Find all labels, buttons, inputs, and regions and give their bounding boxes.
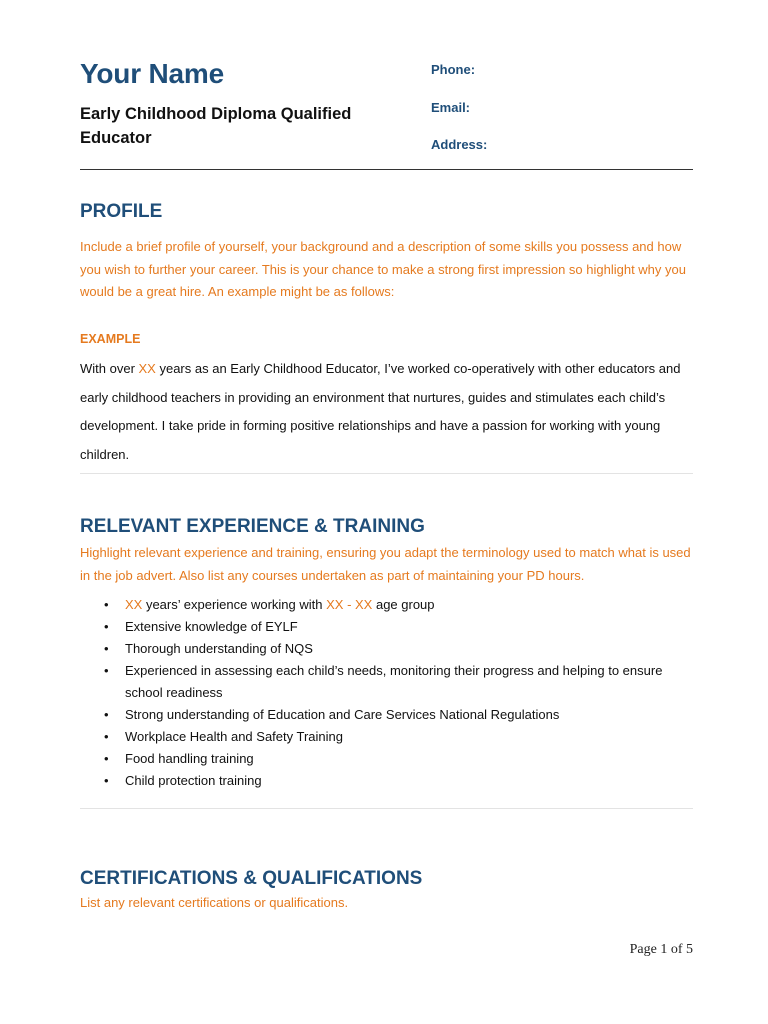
list-item	[80, 660, 695, 704]
profile-divider	[80, 473, 693, 474]
item-text: Child protection training	[125, 773, 262, 788]
example-prefix: With over	[80, 361, 139, 376]
experience-divider	[80, 808, 693, 809]
example-label: EXAMPLE	[80, 332, 141, 346]
phone-label: Phone:	[431, 62, 476, 77]
item-text: Strong understanding of Education and Care Services National Regulations	[125, 707, 560, 722]
list-item	[80, 748, 695, 770]
page-number: Page 1 of 5	[629, 942, 693, 957]
item-text: Extensive knowledge of EYLF	[125, 619, 298, 634]
experience-guide-text: Highlight relevant experience and training, ensuring you adapt the terminology used to match what is used in the job advert. Also list any courses undertaken as part of maintaining your PD hours.	[80, 545, 691, 583]
item-text: Experienced in assessing each child’s needs, monitoring their progress and helping to ensure school readiness	[125, 663, 663, 700]
list-item	[80, 704, 695, 726]
bullet-icon: •	[104, 597, 109, 612]
bullet-icon: •	[104, 751, 109, 766]
list-item	[80, 594, 695, 616]
profile-example-text	[80, 355, 695, 469]
years-placeholder: XX	[138, 361, 156, 376]
certifications-guide-text: List any relevant certifications or qualifications.	[80, 895, 349, 910]
bullet-icon: •	[104, 663, 109, 678]
list-item	[80, 770, 695, 792]
bullet-icon: •	[104, 619, 109, 634]
contact-block	[431, 62, 691, 175]
placeholder-text: XX	[125, 597, 143, 612]
item-text: Thorough understanding of NQS	[125, 641, 313, 656]
bullet-icon: •	[104, 641, 109, 656]
bullet-icon: •	[104, 729, 109, 744]
profile-heading: PROFILE	[80, 201, 163, 222]
email-label: Email:	[431, 99, 471, 115]
example-suffix: years as an Early Childhood Educator, I’ve worked co-operatively with other educators and early childhood teachers in providing an environment that nurtures, guides and stimulates each child’s development. I take pride in forming positive relationships and have a passion for working with young children.	[80, 361, 681, 462]
bullet-icon: •	[104, 773, 109, 788]
experience-list	[80, 594, 695, 792]
header-divider	[80, 169, 693, 170]
profile-guide-text: Include a brief profile of yourself, your background and a description of some skills you possess and how you wish to further your career. This is your chance to make a strong first impression so highlight why you would be a great hire. An example might be as follows:	[80, 239, 686, 299]
placeholder-text: XX - XX	[326, 597, 373, 612]
list-item	[80, 638, 695, 660]
address-label: Address:	[431, 137, 488, 152]
list-item	[80, 726, 695, 748]
item-text: Food handling training	[125, 751, 254, 766]
item-text: age group	[372, 597, 435, 612]
item-text: Workplace Health and Safety Training	[125, 729, 343, 744]
job-title: Early Childhood Diploma Qualified Educator	[80, 105, 352, 147]
item-text: years’ experience working with	[142, 597, 327, 612]
experience-heading: RELEVANT EXPERIENCE & TRAINING	[80, 516, 425, 537]
candidate-name: Your Name	[80, 58, 224, 89]
certifications-heading: CERTIFICATIONS & QUALIFICATIONS	[80, 868, 423, 889]
bullet-icon: •	[104, 707, 109, 722]
list-item	[80, 616, 695, 638]
